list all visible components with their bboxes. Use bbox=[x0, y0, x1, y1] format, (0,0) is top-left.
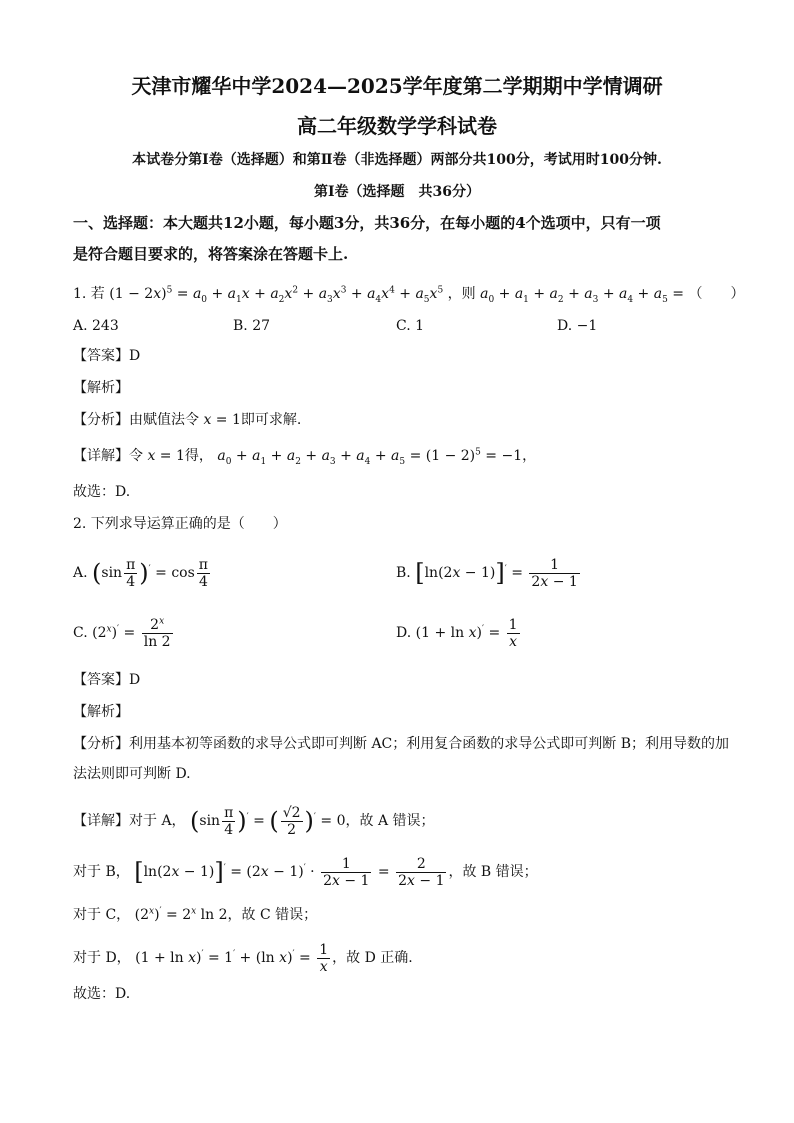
exam-intro: 本试卷分第Ⅰ卷（选择题）和第Ⅱ卷（非选择题）两部分共100分，考试用时100分钟. bbox=[132, 152, 662, 168]
option-b-label: B. bbox=[396, 565, 411, 581]
answer-label: 【答案】 bbox=[73, 672, 129, 688]
option-c-formula: $(2^x)'$ = $\frac{2^x}{\ln 2}$ bbox=[92, 615, 171, 650]
answer-value: D bbox=[129, 348, 141, 364]
question-2-answer bbox=[73, 670, 140, 690]
question-2-detail-d bbox=[73, 940, 413, 976]
detail-mid: 得， bbox=[184, 448, 213, 464]
question-2-detail-a bbox=[73, 802, 435, 840]
instruction-line-2: 是符合题目要求的，将答案涂在答题卡上. bbox=[73, 245, 349, 263]
option-c-label: C. bbox=[73, 625, 88, 641]
instruction-line-1: 一、选择题：本大题共12小题，每小题3分，共36分，在每小题的4个选项中，只有一项 bbox=[73, 214, 661, 232]
detail-c-formula: $(2^x)' = 2^x$ ln 2 bbox=[134, 906, 228, 923]
question-1-detail bbox=[73, 446, 536, 466]
detail-label: 【详解】 bbox=[73, 448, 129, 464]
fenxi-text: 由赋值法令 bbox=[129, 412, 199, 428]
exam-subtitle: 高二年级数学学科试卷 bbox=[297, 114, 497, 138]
answer-label: 【答案】 bbox=[73, 348, 129, 364]
fenxi-label: 【分析】 bbox=[73, 412, 129, 428]
option-d-label: D. bbox=[396, 625, 412, 641]
detail-label: 【详解】 bbox=[73, 813, 129, 829]
question-2-option-d bbox=[396, 616, 522, 650]
question-2-option-c bbox=[73, 616, 175, 650]
question-2-detail-b bbox=[73, 854, 538, 890]
detail-a-prefix: 对于 A， bbox=[129, 813, 186, 829]
exam-title: 天津市耀华中学2024—2025学年度第二学期期中学情调研 bbox=[131, 74, 663, 98]
question-1-option-b: B. 27 bbox=[233, 318, 271, 334]
question-1-paren: （ ） bbox=[688, 286, 745, 302]
question-1-answer bbox=[73, 346, 140, 366]
answer-value: D bbox=[129, 672, 141, 688]
detail-a-suffix: ，故 A 错误； bbox=[345, 813, 435, 829]
option-b-formula: [ln(2x − 1)]′ = $\frac{1}{2x - 1}$ bbox=[415, 556, 578, 590]
question-1-number: 1. 若 bbox=[73, 286, 105, 302]
fenxi-end: 即可求解. bbox=[240, 412, 302, 428]
detail-math-2: $a_0 + a_1 + a_2 + a_3 + a_4 + a_5 = (1 - 2)^5 = -1$， bbox=[217, 447, 537, 467]
question-2-fenxi-line-1 bbox=[73, 734, 729, 754]
question-1-fenxi bbox=[73, 410, 301, 430]
question-2-fenxi-line-2: 法法则即可判断 D. bbox=[73, 766, 191, 782]
detail-d-suffix: ，故 D 正确. bbox=[332, 950, 413, 966]
detail-text: 令 bbox=[129, 448, 143, 464]
option-a-formula: (sin $\frac{\pi}{4}$ )′ = cos $\frac{\pi}{4}$ bbox=[92, 556, 208, 590]
detail-b-prefix: 对于 B， bbox=[73, 864, 130, 880]
question-2-conclusion: 故选：D. bbox=[73, 986, 131, 1002]
detail-c-suffix: ，故 C 错误； bbox=[227, 907, 318, 923]
question-1-option-d: D. −1 bbox=[557, 318, 598, 334]
question-1-option-c: C. 1 bbox=[396, 318, 425, 334]
question-1-conclusion: 故选：D. bbox=[73, 484, 131, 500]
question-2-stem: 2. 下列求导运算正确的是（ ） bbox=[73, 516, 287, 532]
question-1-option-a: A. 243 bbox=[73, 318, 119, 334]
question-1-sum: $a_0 + a_1 + a_2 + a_3 + a_4 + a_5$ = bbox=[480, 286, 685, 305]
question-1-analysis-label: 【解析】 bbox=[73, 380, 129, 396]
question-1-expansion: $(1 - 2x)^5 = a_0 + a_1x + a_2x^2 + a_3x^3 + a_4x^4 + a_5x^5$ bbox=[109, 285, 444, 305]
question-1-stem bbox=[73, 284, 744, 304]
fenxi-label: 【分析】 bbox=[73, 736, 129, 752]
detail-b-formula: [ln(2x − 1)]′ = (2x − 1)′ · $\frac{1}{2x - 1}$ = $\frac{2}{2x - 1}$ bbox=[134, 855, 445, 889]
detail-c-prefix: 对于 C， bbox=[73, 907, 131, 923]
question-1-mid: ，则 bbox=[447, 286, 476, 302]
detail-b-suffix: ，故 B 错误； bbox=[448, 864, 538, 880]
question-2-analysis-label: 【解析】 bbox=[73, 704, 129, 720]
section-title: 第Ⅰ卷（选择题 共36分） bbox=[313, 184, 481, 200]
option-d-formula: (1 + ln x)′ = $\frac{1}{x}$ bbox=[415, 616, 518, 650]
fenxi-text: 利用基本初等函数的求导公式即可判断 AC；利用复合函数的求导公式即可判断 B；利用导数的加 bbox=[129, 736, 730, 752]
question-2-option-b bbox=[396, 556, 582, 590]
question-2-option-a bbox=[73, 556, 212, 590]
detail-a-formula: (sin $\frac{\pi}{4}$ )′ = ( $\frac{√2}{2}$ )′ = 0 bbox=[190, 804, 346, 838]
option-a-label: A. bbox=[73, 565, 88, 581]
detail-d-formula: (1 + ln x)′ = 1′ + (ln x)′ = $\frac{1}{x}$ bbox=[135, 941, 329, 975]
detail-d-prefix: 对于 D， bbox=[73, 950, 131, 966]
fenxi-math: x = 1 bbox=[203, 412, 241, 428]
detail-math-1: x = 1 bbox=[147, 448, 185, 464]
question-2-detail-c bbox=[73, 905, 317, 925]
